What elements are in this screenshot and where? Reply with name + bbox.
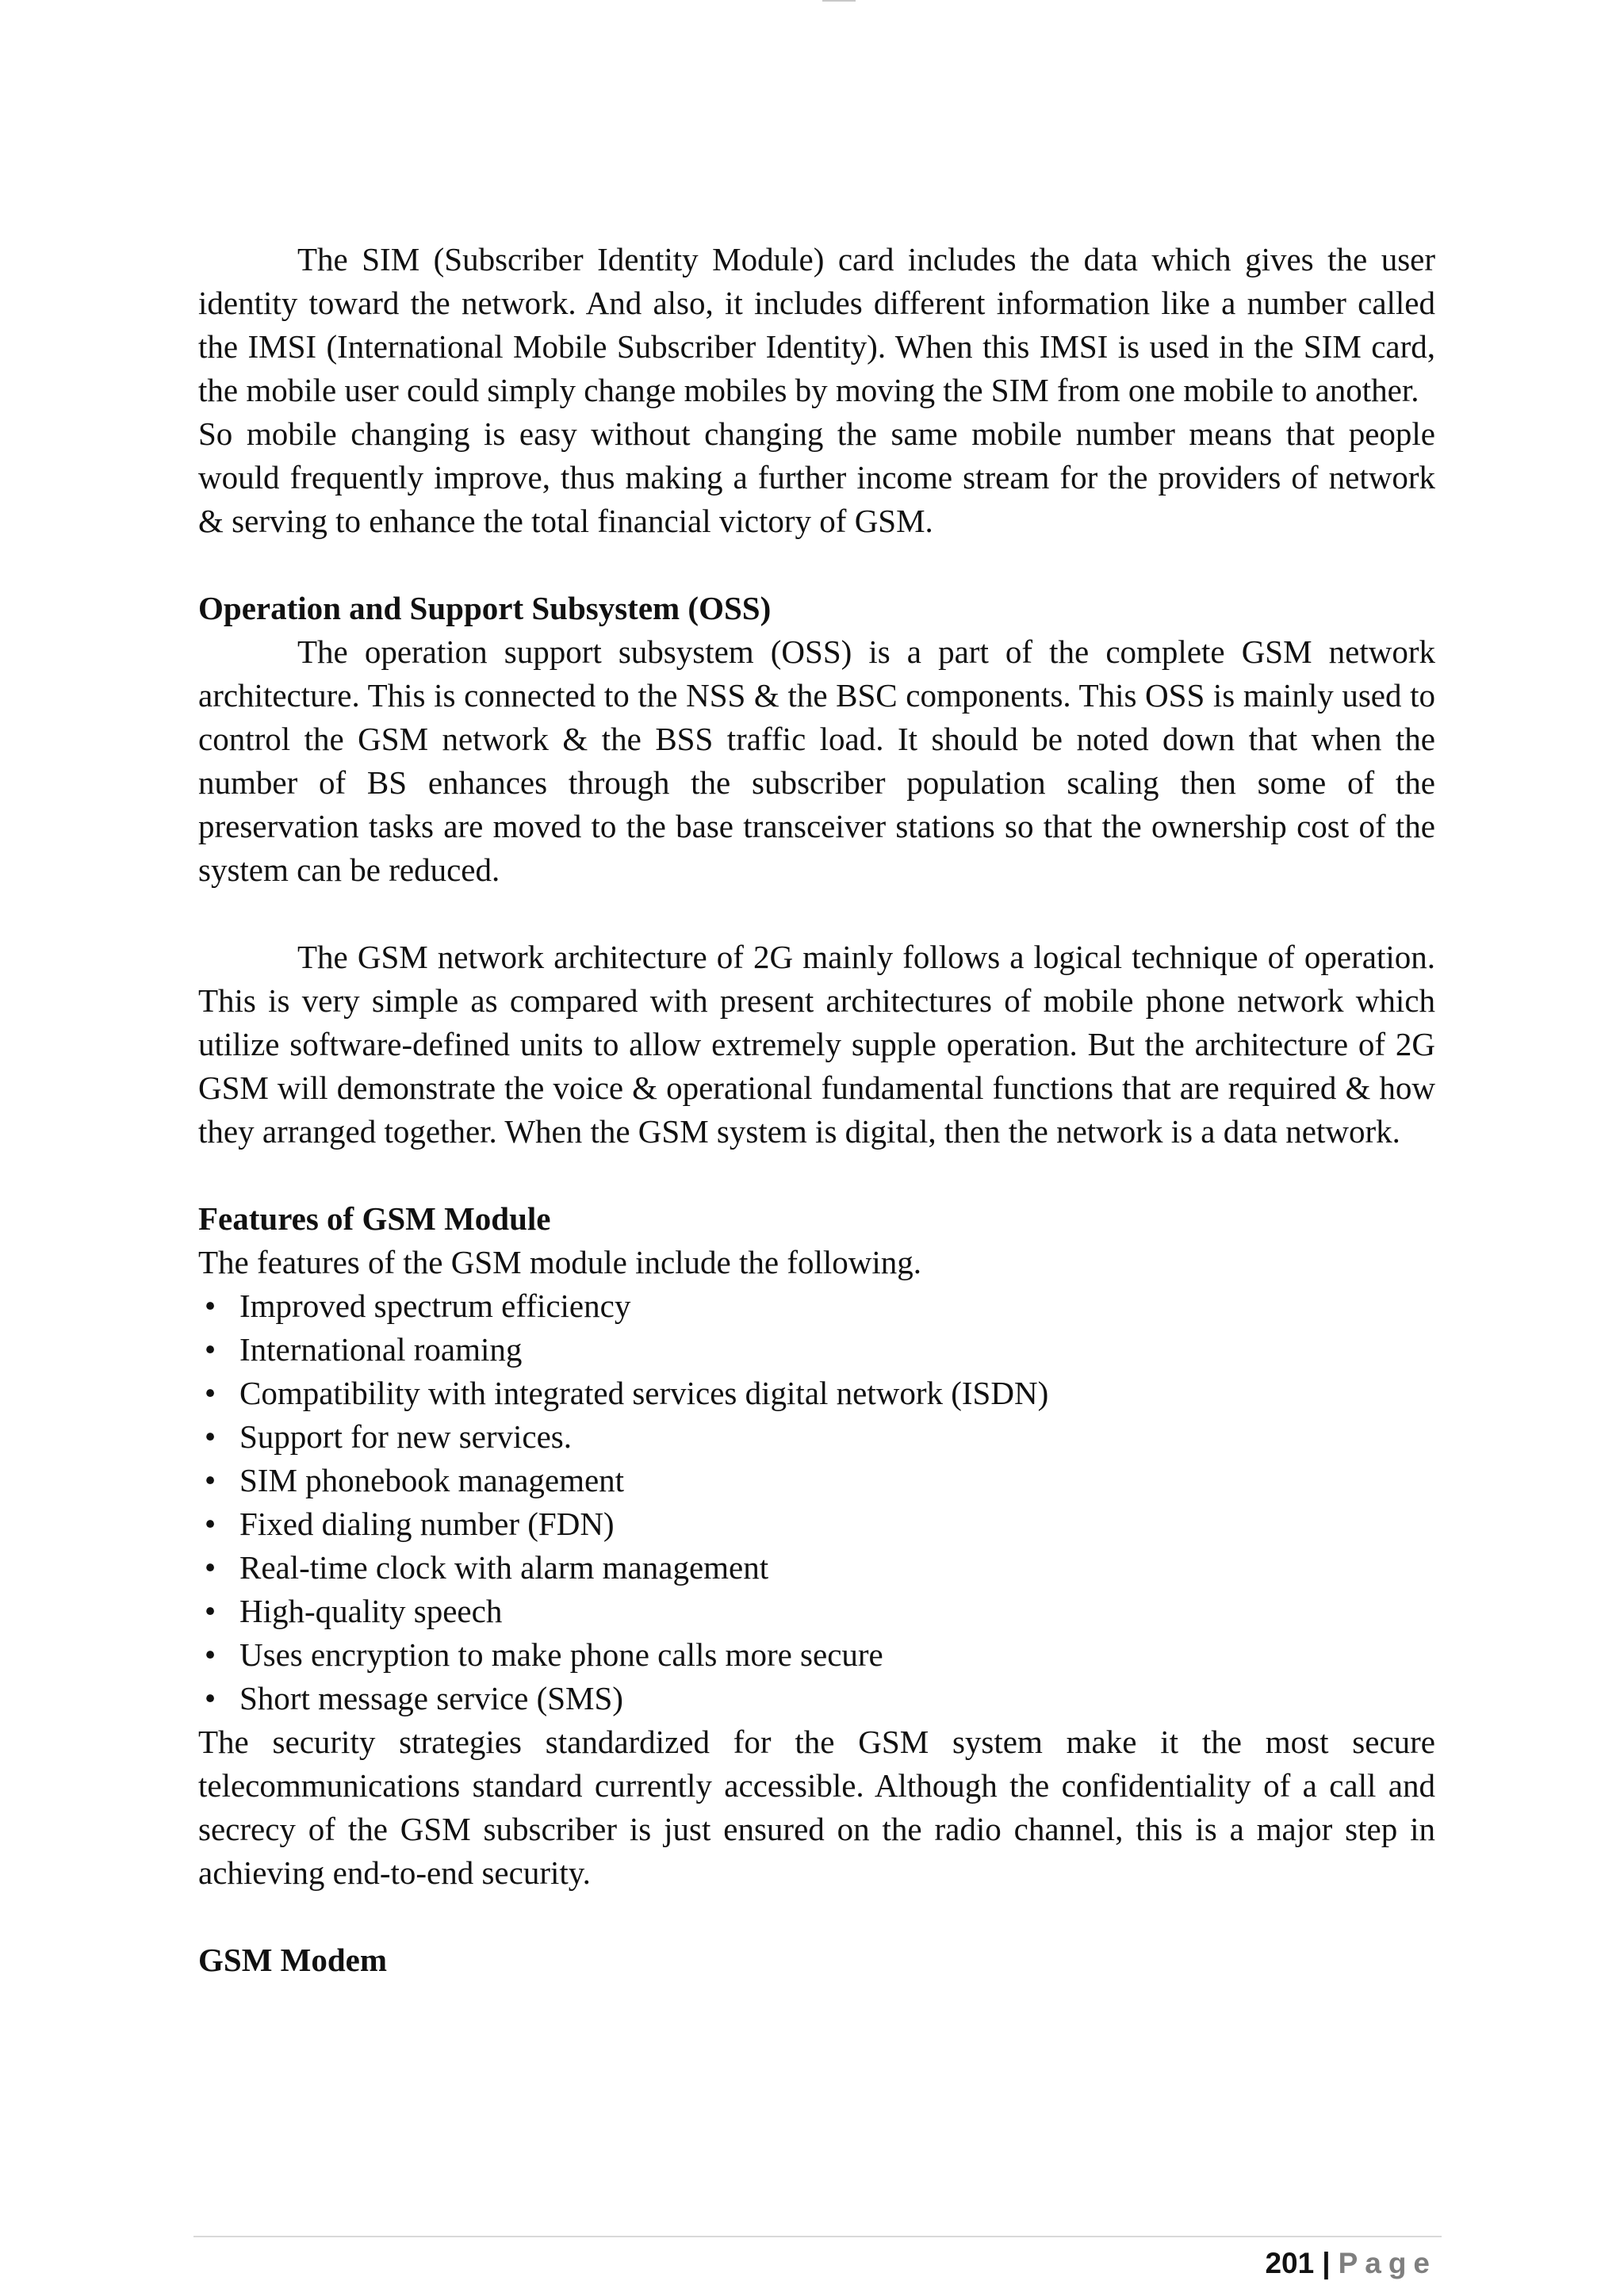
page-content [198,238,1435,1982]
list-item-text: SIM phonebook management [239,1462,625,1498]
bullet-icon: • [204,1375,216,1411]
list-item [198,1415,1435,1459]
bullet-icon: • [204,1680,216,1716]
page-number: 201 [1265,2247,1315,2279]
page-label: Page [1338,2247,1437,2279]
bullet-icon: • [204,1462,216,1498]
list-item-text: Fixed dialing number (FDN) [239,1506,615,1542]
list-item [198,1284,1435,1328]
sim-followup-paragraph: So mobile changing is easy without changing the same mobile number means that people would frequently improve, thus making a further income stream for the providers of network & serving to enhance the total financial victory of GSM. [198,415,1435,539]
list-item [198,1546,1435,1590]
spacer [198,892,1435,936]
security-paragraph: The security strategies standardized for the GSM system make it the most secure telecommunications standard currently accessible. Although the confidentiality of a call and secrecy of the GSM subscriber is just ensured on the radio channel, this is a major step in achieving end-to-end security. [198,1724,1435,1891]
bullet-icon: • [204,1418,216,1455]
bullet-icon: • [204,1288,216,1324]
bullet-icon: • [204,1549,216,1586]
spacer [198,543,1435,587]
list-item-text: High-quality speech [239,1593,503,1629]
modem-heading: GSM Modem [198,1942,387,1978]
list-item-text: Improved spectrum efficiency [239,1288,631,1324]
oss-paragraph: The operation support subsystem (OSS) is a part of the complete GSM network architecture. This is connected to the NSS & the BSC components. This OSS is mainly used to control the GSM network & the BSS traffic load. It should be noted down that when the number of BS enhances through the subscriber population scaling then some of the preservation tasks are moved to the base transceiver stations so that the ownership cost of the system can be reduced. [198,633,1435,888]
architecture-paragraph: The GSM network architecture of 2G mainly follows a logical technique of operation. This is very simple as compared with present architectures of mobile phone network which utilize software-defined units to allow extremely supple operation. But the architecture of 2G GSM will demonstrate the voice & operational fundamental functions that are required & how they arranged together. When the GSM system is digital, then the network is a data network. [198,939,1435,1150]
bullet-icon: • [204,1593,216,1629]
list-item [198,1633,1435,1677]
spacer [198,1895,1435,1938]
features-intro: The features of the GSM module include the following. [198,1244,922,1280]
sim-intro-paragraph: The SIM (Subscriber Identity Module) card includes the data which gives the user identity toward the network. And also, it includes different information like a number called the IMSI (International Mobile Subscriber Identity). When this IMSI is used in the SIM card, the mobile user could simply change mobiles by moving the SIM from one mobile to another. [198,241,1435,408]
list-item-text: Uses encryption to make phone calls more secure [239,1636,883,1673]
oss-heading: Operation and Support Subsystem (OSS) [198,590,772,626]
list-item [198,1328,1435,1372]
footer-divider [193,2236,1442,2237]
features-heading: Features of GSM Module [198,1200,551,1237]
list-item [198,1590,1435,1633]
bullet-icon: • [204,1506,216,1542]
list-item-text: International roaming [239,1331,523,1368]
list-item [198,1502,1435,1546]
features-list [198,1284,1435,1720]
list-item [198,1677,1435,1720]
bullet-icon: • [204,1636,216,1673]
list-item-text: Real-time clock with alarm management [239,1549,769,1586]
list-item-text: Short message service (SMS) [239,1680,623,1716]
spacer [198,1154,1435,1197]
list-item [198,1372,1435,1415]
bullet-icon: • [204,1331,216,1368]
footer-separator: | [1322,2247,1331,2279]
list-item [198,1459,1435,1502]
list-item-text: Compatibility with integrated services digital network (ISDN) [239,1375,1049,1411]
list-item-text: Support for new services. [239,1418,573,1455]
top-page-mark [822,0,856,2]
page-footer [1265,2246,1437,2281]
